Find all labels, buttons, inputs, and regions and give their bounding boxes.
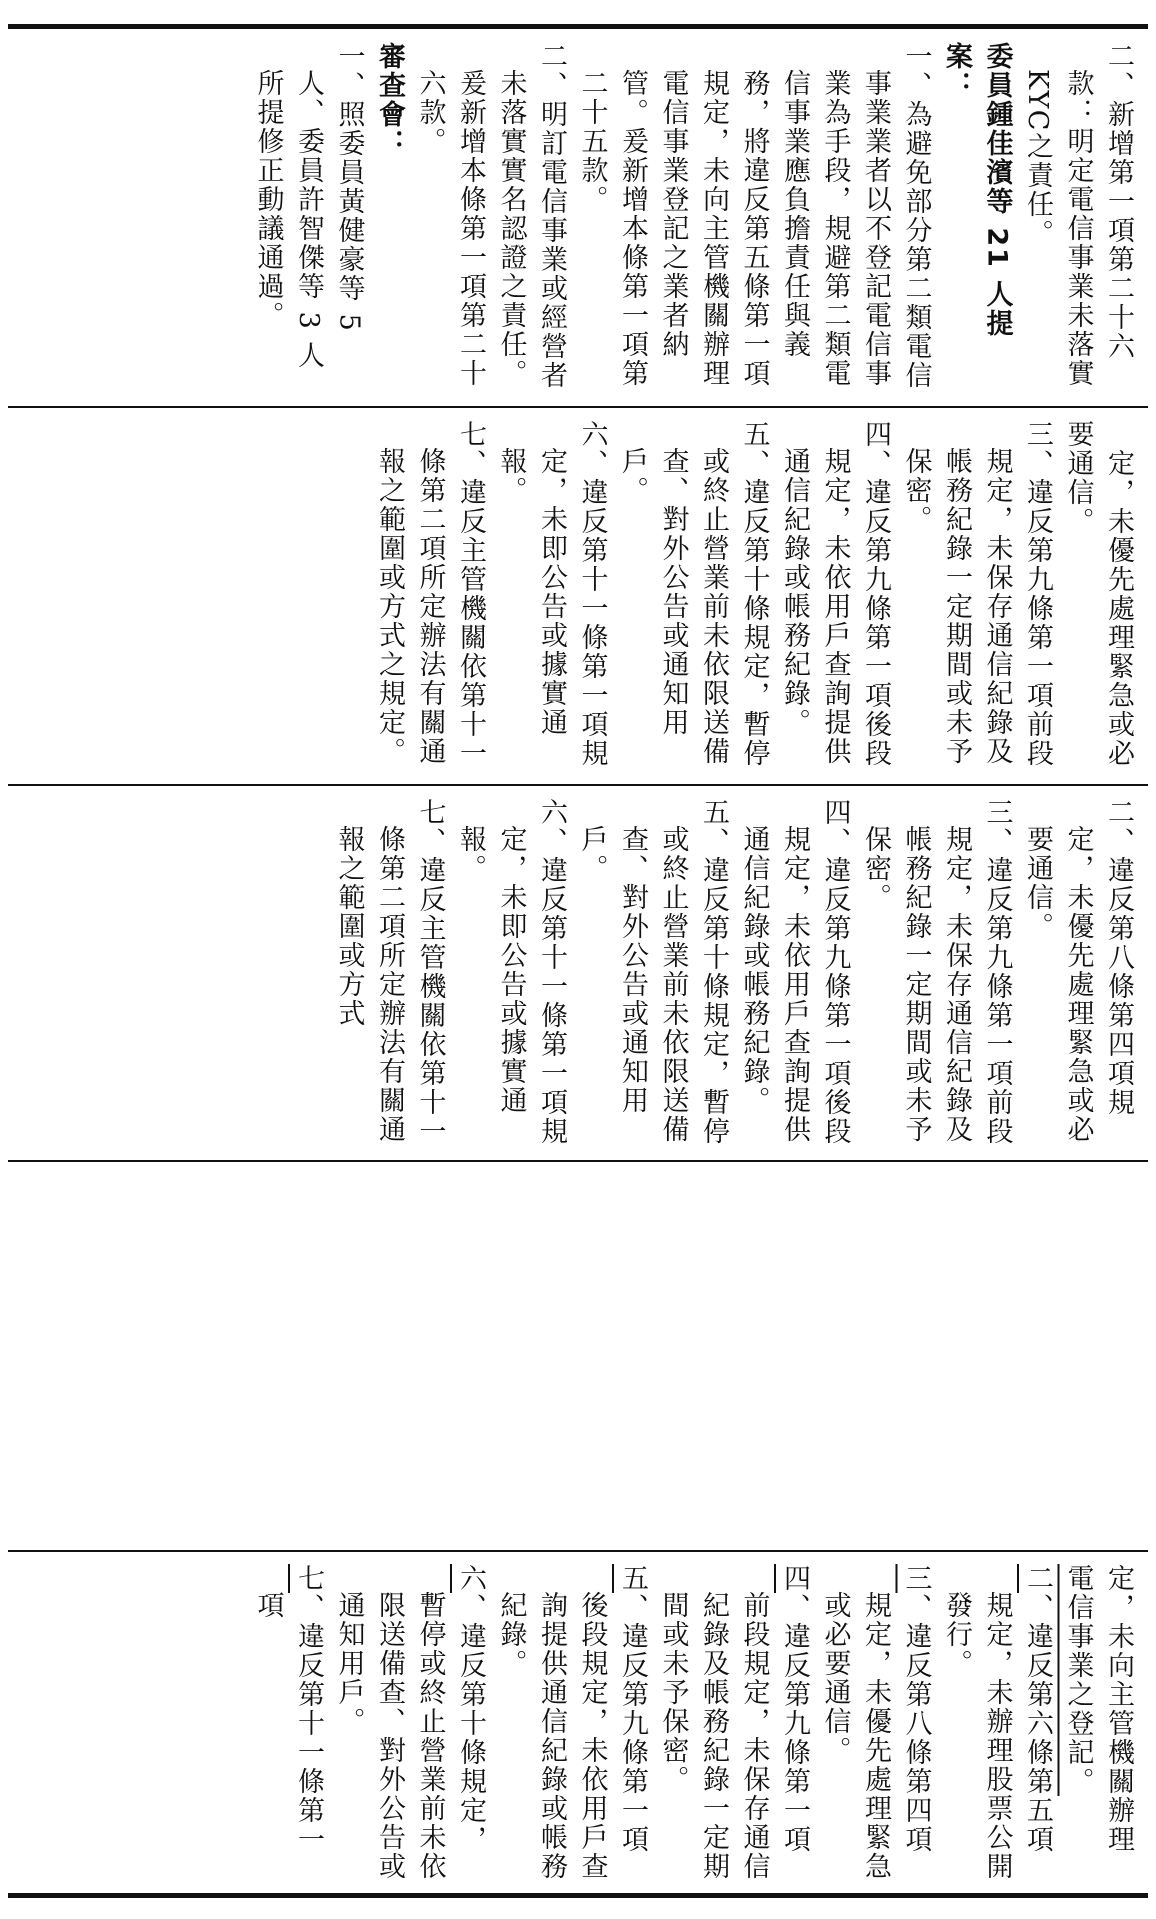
list-item bbox=[328, 1564, 490, 1882]
cell-bottom bbox=[20, 1564, 1138, 1882]
list-item bbox=[936, 1564, 1058, 1882]
cell-top-right bbox=[20, 42, 1138, 394]
list-item bbox=[652, 1564, 814, 1882]
item-text: 定，未向主管機關辦理 bbox=[1103, 1564, 1134, 1854]
section-heading bbox=[369, 42, 410, 394]
amended-text: 電信事業之登記。 bbox=[1062, 1564, 1094, 1796]
item-text: 六、違反第十一條第一項規定，未即公告或據實通報。 bbox=[455, 798, 567, 1146]
list-item bbox=[571, 798, 733, 1148]
list-item bbox=[571, 42, 936, 394]
item-text: 委員鍾佳濱等 21 人提案： bbox=[941, 42, 1013, 339]
item-text: 、違反第十條規定，暫停或終止營業前未依限送備查、對外公告或通知用戶。 bbox=[333, 1591, 486, 1881]
item-text: 一、為避免部分第二類電信事業業者以不登記電信事業為手段，規避第二類電信事業應負擔責任與義務，將違反第五條第一項規定，未向主管機關辦理電信事業登記之業者納管。爰新增本條第一項第二十五款。 bbox=[576, 42, 932, 390]
item-text: 審查會： bbox=[374, 42, 405, 158]
item-text: 五、違反第十條規定，暫停或終止營業前未依限送備查、對外公告或通知用戶。 bbox=[617, 420, 770, 768]
item-text: 、違反第十一條第一項 bbox=[252, 1591, 324, 1854]
item-text: 二、明訂電信事業或經營者未落實實名認證之責任。爰新增本條第一項第二十六款。 bbox=[414, 42, 567, 390]
item-marker: 五 bbox=[617, 1564, 648, 1593]
item-text: 二、新增第一項第二十六款：明定電信事業未落實KYC之責任。 bbox=[1022, 42, 1134, 388]
item-marker: 四 bbox=[779, 1564, 810, 1593]
item-marker: 六 bbox=[455, 1564, 486, 1593]
cell-top-left bbox=[20, 798, 1138, 1148]
item-text: 四、違反第九條第一項後段規定，未依用戶查詢提供通信紀錄或帳務紀錄。 bbox=[738, 798, 851, 1146]
item-text: 二、違反第八條第四項規定，未優先處理緊急或必要通信。 bbox=[1022, 798, 1134, 1144]
item-text: 、違反第八條第四項規定，未優先處理緊急或必要通信。 bbox=[819, 1591, 932, 1881]
top-rule bbox=[8, 24, 1148, 29]
continuation-text bbox=[1057, 1564, 1138, 1882]
divider-bottom-top bbox=[8, 1550, 1148, 1552]
list-item bbox=[814, 1564, 936, 1882]
item-text: 六、違反第十一條第一項規定，未即公告或據實通報。 bbox=[495, 420, 608, 768]
list-item bbox=[369, 420, 491, 772]
item-text: 定，未優先處理緊急或必要通信。 bbox=[1062, 420, 1134, 768]
list-item bbox=[1017, 42, 1139, 394]
bottom-rule bbox=[8, 1893, 1148, 1898]
list-item bbox=[855, 798, 1017, 1148]
divider-middle bbox=[8, 784, 1148, 786]
section-heading bbox=[936, 42, 1017, 394]
divider-right bbox=[8, 406, 1148, 408]
list-item bbox=[247, 42, 369, 394]
list-item bbox=[490, 1564, 652, 1882]
item-marker: 七 bbox=[293, 1564, 324, 1593]
item-text: 七、違反主管機關依第十一條第二項所定辦法有關通報之範圍或方式 bbox=[333, 798, 446, 1146]
item-marker: 三 bbox=[900, 1564, 932, 1593]
item-text: 、違反第九條第一項後段規定，未依用戶查詢提供通信紀錄或帳務紀錄。 bbox=[495, 1591, 648, 1881]
list-item bbox=[490, 420, 612, 772]
list-item bbox=[409, 42, 571, 394]
list-item bbox=[1017, 798, 1139, 1148]
list-item bbox=[612, 420, 774, 772]
item-text: 四、違反第九條第一項後段規定，未依用戶查詢提供通信紀錄或帳務紀錄。 bbox=[779, 420, 891, 768]
list-item bbox=[895, 420, 1057, 772]
item-text: 五、違反第十條規定，暫停或終止營業前未依限送備查、對外公告或通知用戶。 bbox=[576, 798, 729, 1146]
cell-top-middle bbox=[20, 420, 1138, 772]
item-text: 三、違反第九條第一項前段規定，未保存通信紀錄及帳務紀錄一定期間或未予保密。 bbox=[900, 420, 1053, 768]
continuation-text bbox=[1057, 420, 1138, 772]
list-item bbox=[733, 798, 855, 1148]
divider-left bbox=[8, 1160, 1148, 1162]
item-text: 三、違反第九條第一項前段規定，未保存通信紀錄及帳務紀錄一定期間或未予保密。 bbox=[860, 798, 1013, 1146]
item-text: 一、照委員黃健豪等 5 人、委員許智傑等 3 人所提修正動議通過。 bbox=[252, 42, 365, 371]
list-item bbox=[328, 798, 450, 1148]
list-item bbox=[450, 798, 572, 1148]
item-marker: 二 bbox=[1022, 1564, 1053, 1593]
item-text: 、違反第九條第一項前段規定，未保存通信紀錄及帳務紀錄一定期間或未予保密。 bbox=[657, 1591, 810, 1881]
item-text: 、違反第六條第五項規定，未辦理股票公開發行。 bbox=[941, 1591, 1053, 1881]
list-item bbox=[774, 420, 896, 772]
list-item bbox=[247, 1564, 328, 1882]
item-text: 七、違反主管機關依第十一條第二項所定辦法有關通報之範圍或方式之規定。 bbox=[374, 420, 486, 768]
